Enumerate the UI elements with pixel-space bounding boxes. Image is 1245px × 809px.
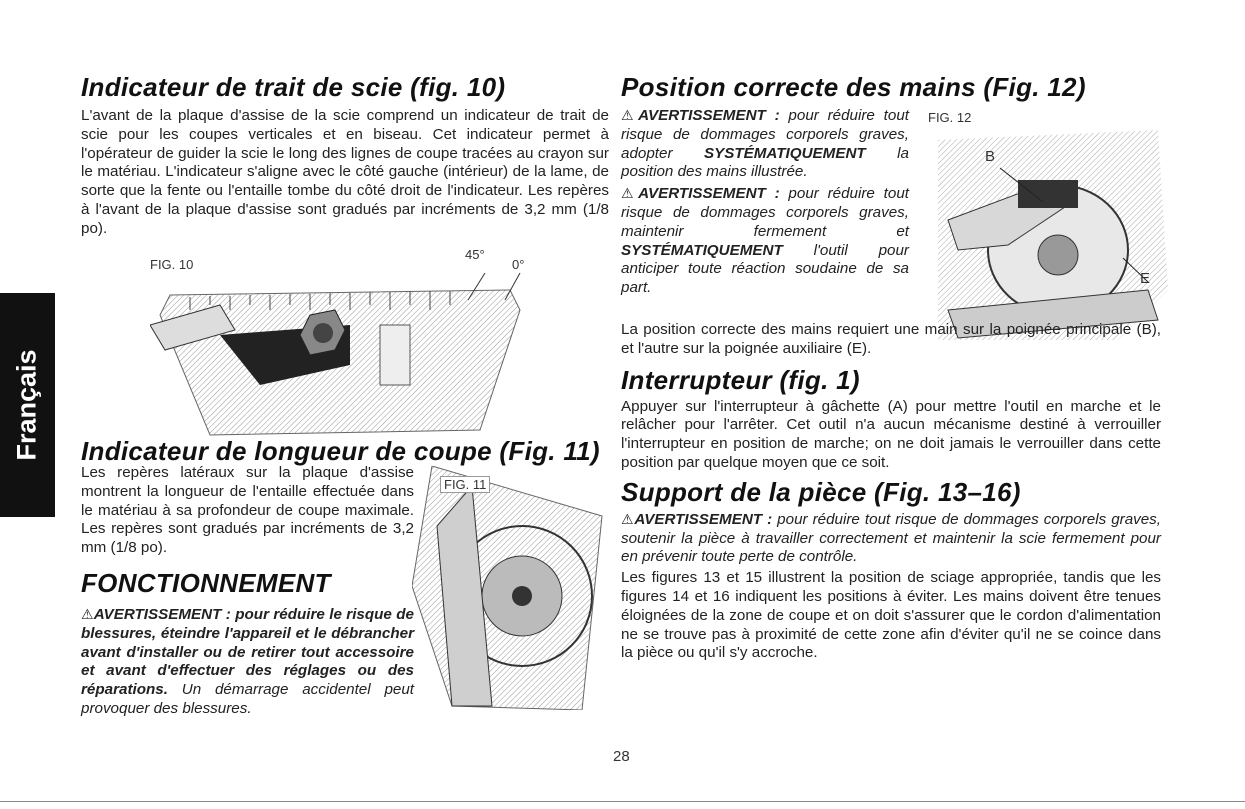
fig10-illustration: [150, 255, 530, 440]
heading-fonctionnement: FONCTIONNEMENT: [81, 567, 331, 598]
language-side-tab: [0, 293, 55, 517]
fig12-callout-b: B: [985, 148, 996, 165]
warning-mains-1: [621, 106, 909, 182]
paragraph-position-mains: La position correcte des mains requiert une main sur la poignée principale (B), et l'autre sur la poignée auxiliaire (E).: [621, 321, 1161, 357]
warning-mains-2: [621, 184, 909, 298]
warning-1-text: pour réduire tout risque de dommages corporels graves, adopter: [621, 107, 909, 162]
warning-icon: ⚠: [621, 107, 639, 123]
warning-2-text2: l'outil pour anticiper toute réaction soudaine de sa part.: [621, 241, 909, 297]
warning-2-label: AVERTISSEMENT :: [638, 185, 780, 203]
heading-position-mains: Position correcte des mains (Fig. 12): [621, 72, 1086, 102]
warning-3-label: AVERTISSEMENT :: [634, 510, 773, 528]
paragraph-longueur-de-coupe: Les repères latéraux sur la plaque d'assise montrent la longueur de l'entaille effectuée dans le matériau à sa profondeur de coupe maximale. Les repères sont gradués par incréments de 3,2 mm (1/8 po).: [81, 464, 414, 557]
heading-trait-de-scie: Indicateur de trait de scie (fig. 10): [81, 72, 506, 102]
warning-2-text: pour réduire tout risque de dommages corporels graves, maintenir fermement et: [621, 185, 909, 240]
left-column: [81, 72, 609, 239]
fig10-0-label: 0°: [512, 257, 525, 272]
heading-longueur-de-coupe: Indicateur de longueur de coupe (Fig. 11): [81, 436, 600, 466]
fig11-illustration: [412, 466, 612, 710]
paragraph-support-piece: Les figures 13 et 15 illustrent la position de sciage appropriée, tandis que les figures 14 et 16 indiquent les positions à éviter. Les mains doivent être tenues éloignées de la zone de coupe et on doit s'assurer que le cordon d'alimentation ne se trouve pas à proximité de cette zone afin d'éviter qu'il ne se coince dans la pièce ou qu'il s'y accroche.: [621, 569, 1161, 662]
right-column-warnings: [621, 106, 909, 298]
warning-italic-text: Un démarrage accidentel peut provoquer des blessures.: [81, 681, 414, 717]
paragraph-interrupteur: Appuyer sur l'interrupteur à gâchette (A) pour mettre l'outil en marche et le relâcher pour l'arrêter. Cet outil n'a aucun mécanisme destiné à verrouiller l'interrupteur en position de marche; on ne doit jamais le verrouiller dans cette position par quelque moyen que ce soit.: [621, 397, 1161, 471]
heading-support-piece: Support de la pièce (Fig. 13–16): [621, 476, 1021, 507]
warning-fonctionnement: [81, 605, 414, 719]
bottom-divider: [0, 801, 1245, 802]
fig10-label: FIG. 10: [150, 257, 194, 272]
fig12-callout-e: E: [1140, 270, 1151, 287]
paragraph-trait-de-scie: L'avant de la plaque d'assise de la scie comprend un indicateur de trait de scie pour les coupes verticales et en biseau. Cet indicateur permet à l'opérateur de guider la scie le long des lignes de coupe tracées au crayon sur le matériau. L'indicateur s'aligne avec le côté gauche (intérieur) de la lame, de sorte que la fente ou l'entaille tombe du côté droit de l'indicateur. Les repères à l'avant de la plaque d'assise sont gradués par incréments de 3,2 mm (1/8 po).: [81, 107, 609, 237]
warning-icon: ⚠: [621, 185, 639, 202]
fig11-label: FIG. 11: [440, 476, 490, 493]
page-number: 28: [613, 748, 630, 765]
warning-icon: ⚠: [621, 510, 635, 527]
right-column-heading: [621, 72, 1161, 103]
warning-2-bold2: SYSTÉMATIQUEMENT: [621, 241, 783, 259]
heading-interrupteur: Interrupteur (fig. 1): [621, 364, 860, 395]
fig12-label: FIG. 12: [928, 110, 972, 125]
warning-support: [621, 510, 1161, 567]
right-column-body: [621, 321, 1161, 663]
warning-1-bold2: SYSTÉMATIQUEMENT: [703, 144, 866, 162]
figure-12: [918, 110, 1173, 345]
language-tab-label: Français: [11, 349, 42, 461]
fig12-illustration: [918, 110, 1173, 345]
warning-icon: ⚠: [81, 605, 94, 622]
figure-11: [412, 466, 612, 710]
warning-1-text2: la position des mains illustrée.: [621, 144, 910, 181]
warning-1-label: AVERTISSEMENT :: [638, 107, 780, 124]
warning-3-text: pour réduire tout risque de dommages corporels graves, soutenir la pièce à travailler correctement et maintenir la scie fermement pour en prévenir toute perte de contrôle.: [621, 510, 1161, 566]
warning-bold-text: AVERTISSEMENT : pour réduire le risque de blessures, éteindre l'appareil et le débrancher avant d'installer ou de retirer tout accessoire et avant d'effectuer des réglages ou des réparations.: [81, 605, 414, 699]
figure-10: [150, 247, 530, 440]
left-column-text: [81, 464, 414, 719]
fig10-45-label: 45°: [465, 247, 485, 262]
left-column-lower: [81, 436, 609, 467]
